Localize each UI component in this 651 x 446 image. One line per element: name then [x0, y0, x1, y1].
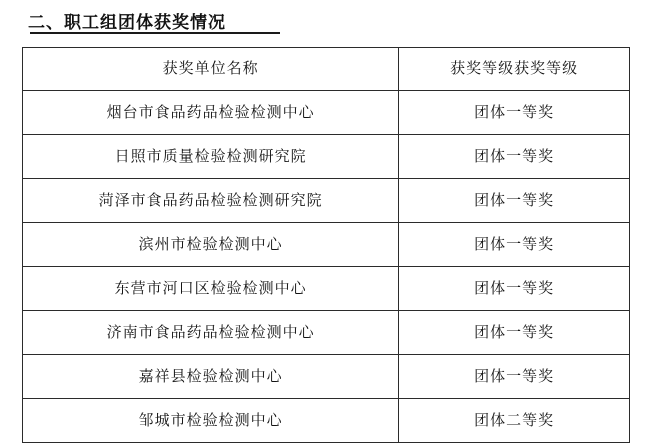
unit-name: 日照市质量检验检测研究院 — [114, 148, 307, 165]
unit-name: 东营市河口区检验检测中心 — [114, 280, 307, 297]
award-level: 团体一等奖 — [474, 148, 555, 165]
table-row — [23, 399, 630, 443]
unit-name: 滨州市检验检测中心 — [138, 236, 283, 253]
table-body — [23, 91, 630, 443]
column-header-unit-label: 获奖单位名称 — [162, 61, 259, 77]
table-row — [23, 135, 630, 179]
award-level: 团体一等奖 — [474, 368, 555, 385]
column-header-level-label: 获奖等级获奖等级 — [450, 61, 579, 77]
table-cell-level — [399, 267, 630, 311]
table-cell-unit — [23, 223, 399, 267]
award-table — [22, 47, 630, 443]
page-title: 二、职工组团体获奖情况 — [28, 13, 226, 32]
table-cell-level — [399, 91, 630, 135]
award-level: 团体一等奖 — [474, 236, 555, 253]
unit-name: 济南市食品药品检验检测中心 — [106, 324, 315, 341]
table-cell-unit — [23, 399, 399, 443]
table-cell-level — [399, 179, 630, 223]
award-level: 团体一等奖 — [474, 192, 555, 209]
table-header-row — [23, 48, 630, 91]
table-cell-unit — [23, 135, 399, 179]
award-level: 团体一等奖 — [474, 280, 555, 297]
table-cell-unit — [23, 267, 399, 311]
table-cell-level — [399, 399, 630, 443]
table-row — [23, 223, 630, 267]
table-cell-unit — [23, 179, 399, 223]
table-cell-unit — [23, 355, 399, 399]
award-level: 团体一等奖 — [474, 324, 555, 341]
award-level: 团体一等奖 — [474, 104, 555, 121]
unit-name: 邹城市检验检测中心 — [138, 412, 283, 429]
table-row — [23, 355, 630, 399]
unit-name: 嘉祥县检验检测中心 — [138, 368, 283, 385]
unit-name: 烟台市食品药品检验检测中心 — [106, 104, 315, 121]
table-cell-unit — [23, 311, 399, 355]
unit-name: 菏泽市食品药品检验检测研究院 — [98, 192, 323, 209]
table-cell-level — [399, 355, 630, 399]
table-row — [23, 311, 630, 355]
heading-underline — [30, 32, 280, 34]
table-row — [23, 179, 630, 223]
table-header — [23, 48, 630, 91]
table-row — [23, 91, 630, 135]
table-cell-level — [399, 311, 630, 355]
table-row — [23, 267, 630, 311]
table-cell-unit — [23, 91, 399, 135]
table-cell-level — [399, 135, 630, 179]
column-header-unit — [23, 48, 399, 91]
table-cell-level — [399, 223, 630, 267]
award-level: 团体二等奖 — [474, 412, 555, 429]
column-header-level — [399, 48, 630, 91]
